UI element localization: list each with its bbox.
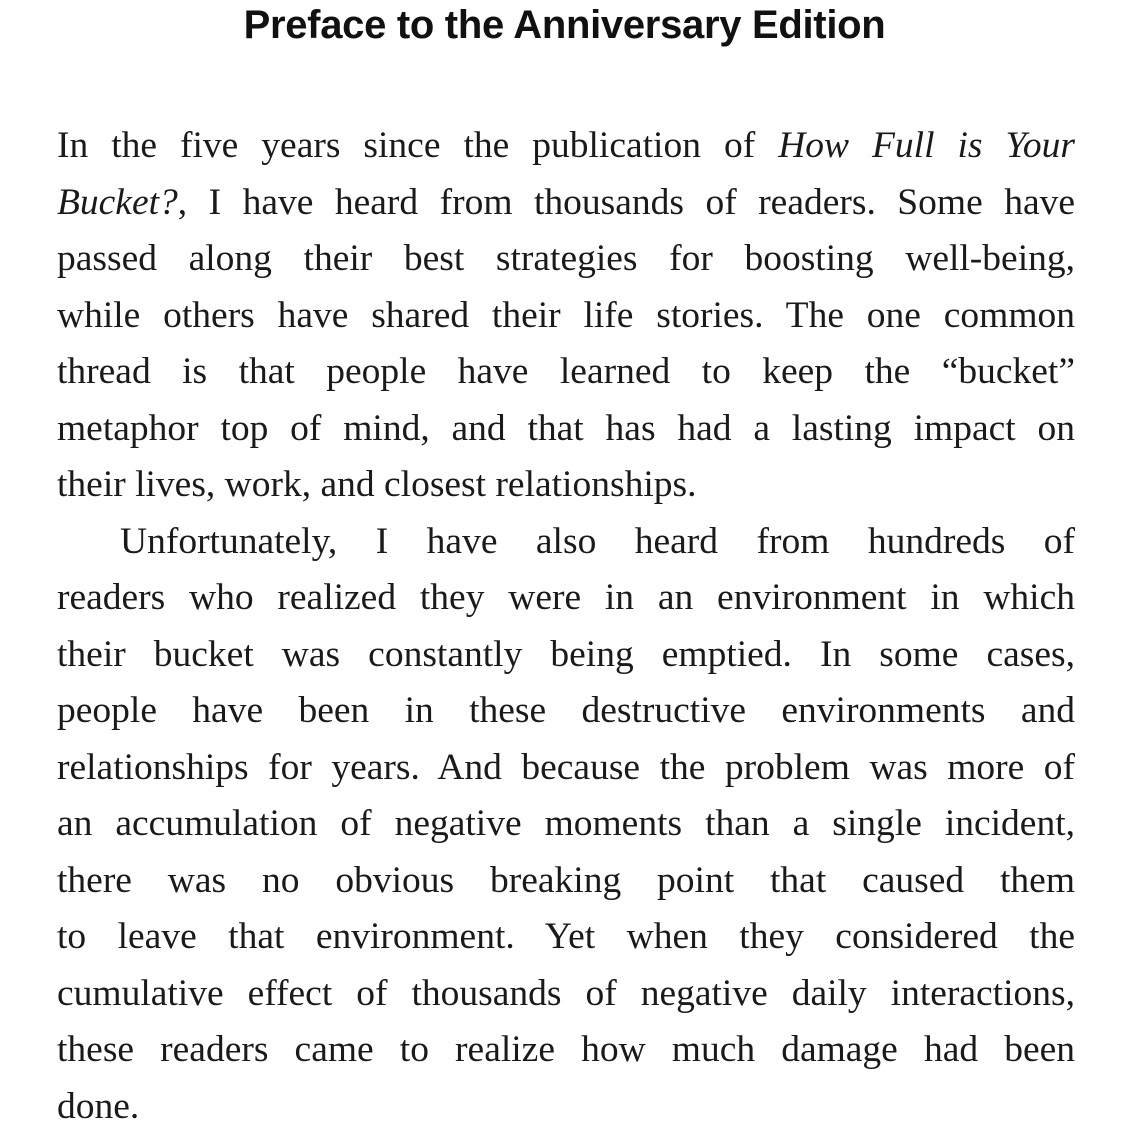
text-line: readers who realized they were in an environment in which <box>57 570 1075 627</box>
preface-heading: Preface to the Anniversary Edition <box>0 2 1129 48</box>
text-line: their lives, work, and closest relationships. <box>57 457 1075 514</box>
text-line: an accumulation of negative moments than a single incident, <box>57 796 1075 853</box>
book-title-italic: Bucket? <box>57 182 178 223</box>
text-line: there was no obvious breaking point that caused them <box>57 853 1075 910</box>
preface-body <box>57 118 1075 1135</box>
text-line: their bucket was constantly being emptied. In some cases, <box>57 627 1075 684</box>
book-title-italic: How Full is Your <box>778 125 1075 166</box>
text-line: these readers came to realize how much damage had been <box>57 1022 1075 1079</box>
text-line: passed along their best strategies for boosting well-being, <box>57 231 1075 288</box>
paragraph-2 <box>57 514 1075 1135</box>
text-line: done. <box>57 1079 1075 1135</box>
text-line: to leave that environment. Yet when they considered the <box>57 909 1075 966</box>
text-line: Unfortunately, I have also heard from hundreds of <box>57 514 1075 571</box>
text-line: Bucket?, I have heard from thousands of readers. Some have <box>57 175 1075 232</box>
text-line: cumulative effect of thousands of negative daily interactions, <box>57 966 1075 1023</box>
text-line: In the five years since the publication of How Full is Your <box>57 118 1075 175</box>
text-line: relationships for years. And because the problem was more of <box>57 740 1075 797</box>
paragraph-1 <box>57 118 1075 514</box>
text-line: people have been in these destructive environments and <box>57 683 1075 740</box>
text-line: while others have shared their life stories. The one common <box>57 288 1075 345</box>
text-line: metaphor top of mind, and that has had a lasting impact on <box>57 401 1075 458</box>
text-line: thread is that people have learned to keep the “bucket” <box>57 344 1075 401</box>
